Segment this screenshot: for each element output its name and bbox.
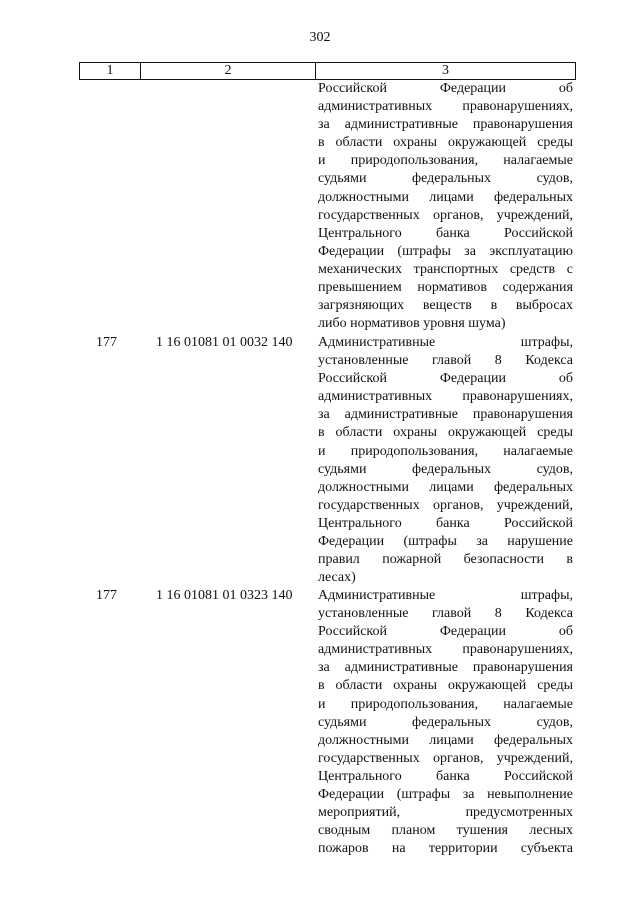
row-1-description-line: государственных органов, учреждений, (318, 497, 573, 513)
continuation-line: либо нормативов уровня шума) (318, 316, 506, 332)
table-header-row (79, 62, 576, 80)
continuation-line: должностными лицами федеральных (318, 189, 573, 205)
row-1-description-line: Центрального банка Российской (318, 515, 573, 531)
row-1-description-line: административных правонарушениях, (318, 389, 573, 405)
row-1-description-line: установленные главой 8 Кодекса (318, 353, 573, 369)
row-2-code: 1 16 01081 01 0323 140 (156, 588, 293, 603)
row-1-description-line: должностными лицами федеральных (318, 479, 573, 495)
continuation-line: за административные правонарушения (318, 117, 573, 133)
continuation-line: в области охраны окружающей среды (318, 135, 573, 151)
row-1-number: 177 (96, 335, 117, 350)
row-2-description-line: административных правонарушениях, (318, 642, 573, 658)
continuation-line: механических транспортных средств с (318, 261, 573, 277)
row-2-description-line: и природопользования, налагаемые (318, 696, 573, 712)
continuation-description (318, 80, 573, 333)
row-1-description-line: судьями федеральных судов, (318, 461, 573, 477)
row-2-description-line: в области охраны окружающей среды (318, 678, 573, 694)
row-1-description-line: в области охраны окружающей среды (318, 425, 573, 441)
continuation-line: загрязняющих веществ в выбросах (318, 298, 573, 314)
row-2-description-line: установленные главой 8 Кодекса (318, 606, 573, 622)
continuation-line: государственных органов, учреждений, (318, 207, 573, 223)
table-header-col-2: 2 (141, 63, 316, 79)
row-1-description-line: за административные правонарушения (318, 407, 573, 423)
row-2-description-line: Российской Федерации об (318, 624, 573, 640)
continuation-line: и природопользования, налагаемые (318, 153, 573, 169)
row-2-description-line: Федерации (штрафы за невыполнение (318, 787, 573, 803)
continuation-line: превышением нормативов содержания (318, 280, 573, 296)
row-1-description-line: Административные штрафы, (318, 335, 573, 350)
row-1-code: 1 16 01081 01 0032 140 (156, 335, 293, 350)
row-2-description-line: судьями федеральных судов, (318, 714, 573, 730)
continuation-line: Федерации (штрафы за эксплуатацию (318, 243, 573, 259)
page-number: 302 (309, 30, 331, 45)
row-2-description-line: государственных органов, учреждений, (318, 750, 573, 766)
continuation-line: Центрального банка Российской (318, 225, 573, 241)
continuation-line: судьями федеральных судов, (318, 171, 573, 187)
row-2-description-line: Административные штрафы, (318, 588, 573, 603)
table-header-col-1: 1 (80, 63, 141, 79)
continuation-line: Российской Федерации об (318, 81, 573, 96)
row-2-number: 177 (96, 588, 117, 603)
row-2-description-line: Центрального банка Российской (318, 768, 573, 784)
row-2-description-line: сводным планом тушения лесных (318, 823, 573, 839)
row-2-description-line: мероприятий, предусмотренных (318, 805, 573, 821)
row-2-description (318, 587, 573, 858)
row-1-description-line: Российской Федерации об (318, 371, 573, 387)
row-2-description-line: должностными лицами федеральных (318, 732, 573, 748)
row-1-description-line: Федерации (штрафы за нарушение (318, 534, 573, 550)
row-2-description-line: пожаров на территории субъекта (318, 841, 573, 857)
row-2-description-line: за административные правонарушения (318, 660, 573, 676)
row-1-description (318, 334, 573, 587)
row-1-description-line: правил пожарной безопасности в (318, 552, 573, 568)
table-header-col-3: 3 (442, 63, 449, 78)
row-1-description-line: лесах) (318, 570, 356, 586)
continuation-line: административных правонарушениях, (318, 99, 573, 115)
row-1-description-line: и природопользования, налагаемые (318, 443, 573, 459)
